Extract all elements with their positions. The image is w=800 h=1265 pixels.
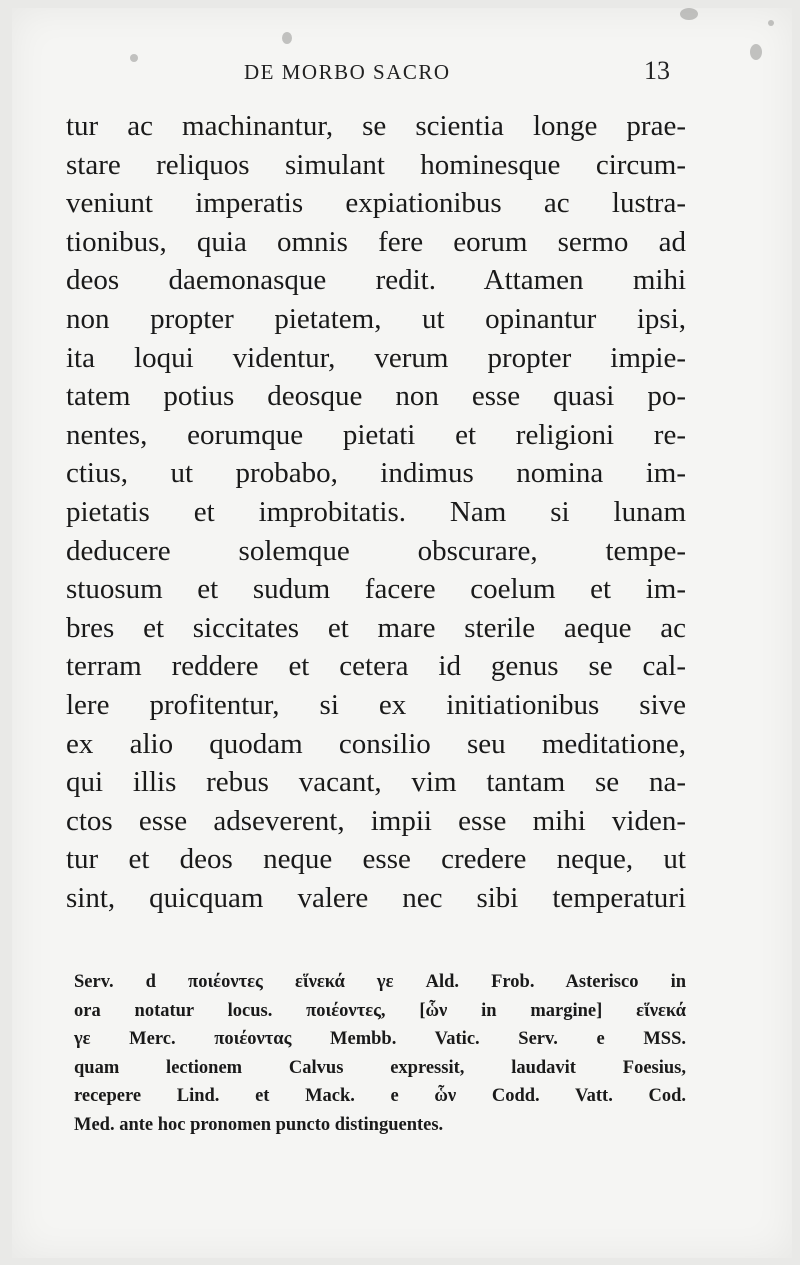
footnote-line: Med. ante hoc pronomen puncto distinguentes. [74,1114,444,1135]
footnote-line: Serv. d ποιέοντες εἵνεκά γε Ald. Frob. Asterisco in [74,972,686,992]
text-line: lere profitentur, si ex initiationibus sive [66,688,686,721]
ink-speck [768,20,774,26]
text-line: ita loqui videntur, verum propter impie- [66,341,686,374]
running-header [0,56,800,90]
running-title: DE MORBO SACRO [244,60,451,84]
text-line: tur ac machinantur, se scientia longe prae- [66,110,686,142]
text-line: stuosum et sudum facere coelum et im- [66,573,686,606]
text-line: bres et siccitates et mare sterile aeque ac [66,611,686,644]
footnote-line: ora notatur locus. ποιέοντες, [ὧν in margine] εἵνεκά [74,1000,686,1021]
text-line: sint, quicquam valere nec sibi temperaturi [66,881,686,914]
text-line: nentes, eorumque pietati et religioni re- [66,418,686,451]
body-text [66,107,686,917]
footnote-line: recepere Lind. et Mack. e ὧν Codd. Vatt. Cod. [74,1086,686,1107]
text-line: veniunt imperatis expiationibus ac lustra- [66,187,686,220]
text-line: ctos esse adseverent, impii esse mihi viden- [66,804,686,837]
ink-speck [282,32,292,44]
text-line: tur et deos neque esse credere neque, ut [66,843,686,876]
text-line: qui illis rebus vacant, vim tantam se na- [66,766,686,799]
page-number: 13 [644,56,670,85]
text-line: non propter pietatem, ut opinantur ipsi, [66,302,686,335]
text-line: ctius, ut probabo, indimus nomina im- [66,457,686,490]
footnotes [74,968,686,1140]
text-line: deos daemonasque redit. Attamen mihi [66,264,686,297]
text-line: stare reliquos simulant hominesque circum- [66,148,686,181]
footnote-line: γε Merc. ποιέοντας Membb. Vatic. Serv. e MSS. [74,1029,686,1050]
text-line: deducere solemque obscurare, tempe- [66,534,686,567]
text-line: terram reddere et cetera id genus se cal- [66,650,686,683]
text-line: pietatis et improbitatis. Nam si lunam [66,495,686,528]
text-line: ex alio quodam consilio seu meditatione, [66,727,686,760]
text-line: tionibus, quia omnis fere eorum sermo ad [66,225,686,258]
footnote-line: quam lectionem Calvus expressit, laudavit Foesius, [74,1057,686,1078]
ink-speck [680,8,698,20]
text-line: tatem potius deosque non esse quasi po- [66,380,686,413]
